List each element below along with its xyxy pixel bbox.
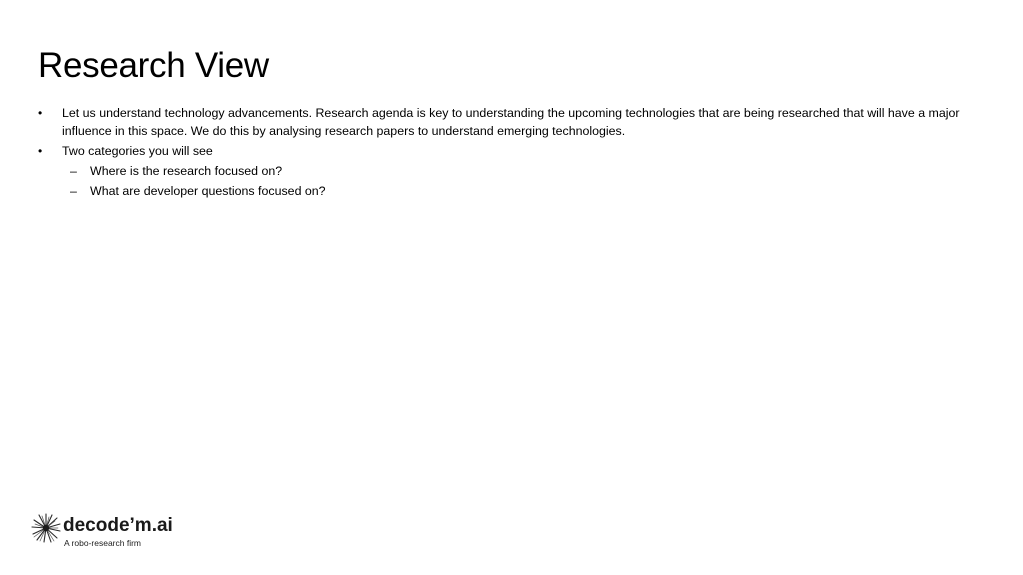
bullet-item bbox=[38, 142, 968, 200]
sub-bullet-text: What are developer questions focused on? bbox=[90, 184, 326, 198]
bullet-list bbox=[38, 104, 968, 200]
dash-marker: – bbox=[70, 164, 77, 178]
logo-wordmark: decode’m.ai bbox=[63, 515, 173, 536]
slide-content bbox=[38, 104, 968, 202]
bullet-marker: • bbox=[38, 144, 43, 158]
bullet-marker: • bbox=[38, 106, 43, 120]
sub-bullet-item bbox=[62, 162, 968, 180]
bullet-item bbox=[38, 104, 968, 140]
sub-bullet-item bbox=[62, 182, 968, 200]
starburst-logo-icon bbox=[30, 512, 62, 544]
bullet-text: Let us understand technology advancements. Research agenda is key to understanding the upcoming technologies that are being researched that will have a major influence in this space. We do this by analysing research papers to understand emerging technologies. bbox=[62, 106, 960, 138]
sub-bullet-list bbox=[62, 162, 968, 200]
slide-title: Research View bbox=[38, 46, 269, 85]
company-logo bbox=[30, 512, 180, 550]
sub-bullet-text: Where is the research focused on? bbox=[90, 164, 283, 178]
logo-tagline: A robo-research firm bbox=[64, 538, 141, 548]
dash-marker: – bbox=[70, 184, 77, 198]
bullet-text: Two categories you will see bbox=[62, 144, 213, 158]
